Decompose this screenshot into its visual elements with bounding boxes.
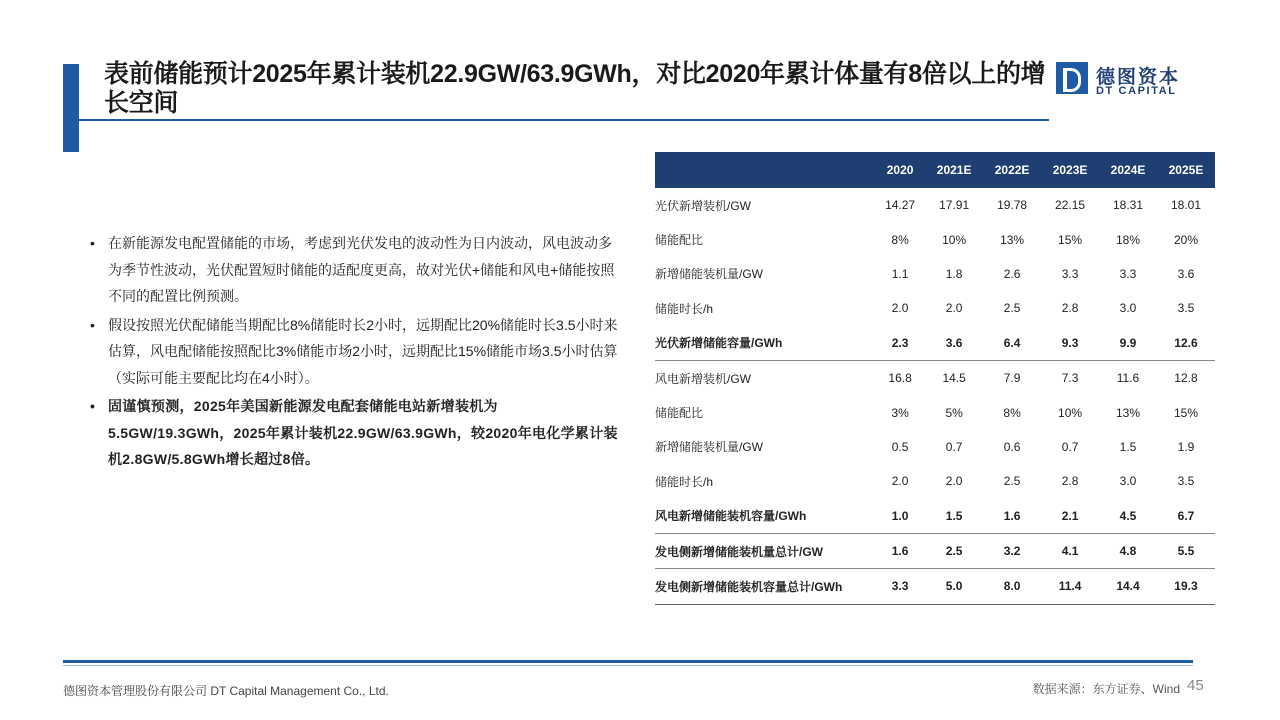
table-cell: 2.0 (891, 301, 909, 316)
table-row (655, 464, 1215, 498)
table-header-cell: 2023E (1041, 152, 1099, 188)
table-cell: 1.1 (891, 266, 909, 281)
table-cell: 19.3 (1157, 569, 1215, 604)
logo-mark-icon (1056, 62, 1088, 94)
table-row-label: 光伏新增储能容量/GWh (655, 326, 875, 361)
table-cell: 3.6 (1177, 266, 1195, 281)
table-cell: 2.0 (945, 474, 963, 489)
table-row (655, 430, 1215, 464)
table-row (655, 222, 1215, 256)
table-cell: 6.4 (983, 326, 1041, 361)
table-row-label: 新增储能装机量/GW (655, 440, 763, 455)
table-header-row (655, 152, 1215, 188)
page-title: 表前储能预计2025年累计装机22.9GW/63.9GWh，对比2020年累计体量有8倍以上的增长空间 (104, 60, 1046, 117)
table-cell: 3.6 (925, 326, 983, 361)
table-cell: 10% (1058, 405, 1083, 420)
table-row-label: 风电新增储能装机容量/GWh (655, 499, 875, 534)
bullet-item: • 在新能源发电配置储能的市场，考虑到光伏发电的波动性为日内波动，风电波动多为季节性波动，光伏配置短时储能的适配度更高，故对光伏+储能和风电+储能按照不同的配置比例预测。 (90, 230, 620, 310)
table-cell: 11.6 (1116, 371, 1140, 386)
table-cell: 1.9 (1177, 439, 1195, 454)
table-cell: 11.4 (1041, 569, 1099, 604)
table-cell: 2.5 (925, 533, 983, 568)
table-cell: 3.0 (1119, 474, 1137, 489)
table-cell: 1.0 (875, 499, 925, 534)
table-row-label: 风电新增装机/GW (655, 371, 751, 386)
table-cell: 2.6 (1003, 266, 1021, 281)
table-cell: 15% (1058, 232, 1083, 247)
table-cell: 2.8 (1061, 474, 1079, 489)
table-header-cell: 2021E (925, 152, 983, 188)
footer-divider-thin (63, 665, 1193, 666)
table-cell: 9.3 (1041, 326, 1099, 361)
table-row-label: 储能时长/h (655, 301, 714, 316)
table-cell: 5% (945, 405, 963, 420)
table-cell: 7.3 (1061, 371, 1079, 386)
table-cell: 18.01 (1170, 198, 1201, 213)
table-cell: 6.7 (1157, 499, 1215, 534)
bullet-item-conclusion: • 固谨慎预测，2025年美国新能源发电配套储能电站新增装机为5.5GW/19.3GWh，2025年累计装机22.9GW/63.9GWh，较2020年电化学累计装机2.8GW/5.8GWh增长超过8倍。 (90, 393, 620, 473)
table-cell: 8% (891, 232, 909, 247)
table-cell: 14.27 (885, 198, 916, 213)
table-cell: 1.6 (875, 533, 925, 568)
table-cell: 3.3 (1061, 266, 1079, 281)
table-cell: 22.15 (1055, 198, 1086, 213)
table-cell: 2.5 (1003, 301, 1021, 316)
table-row-label: 储能配比 (655, 406, 704, 421)
table-header-cell (655, 152, 875, 188)
table-row-label: 发电侧新增储能装机量总计/GW (655, 533, 875, 568)
table-cell: 1.6 (983, 499, 1041, 534)
table-cell: 3.3 (1119, 266, 1137, 281)
table-row-label: 发电侧新增储能装机容量总计/GWh (655, 569, 875, 604)
table-header-cell: 2022E (983, 152, 1041, 188)
table-row (655, 360, 1215, 395)
logo-text-en: DT CAPITAL (1096, 85, 1177, 97)
table-row (655, 499, 1215, 534)
table-cell: 0.7 (1061, 439, 1079, 454)
title-divider (79, 119, 1049, 121)
table-cell: 5.5 (1157, 533, 1215, 568)
table-cell: 5.0 (925, 569, 983, 604)
table-cell: 3.0 (1119, 301, 1137, 316)
forecast-table (655, 152, 1215, 605)
table-cell: 4.1 (1041, 533, 1099, 568)
table-cell: 0.7 (945, 439, 963, 454)
title-accent-bar (63, 64, 79, 152)
company-logo (1056, 62, 1216, 98)
table-cell: 17.91 (939, 198, 970, 213)
table-cell: 2.0 (945, 301, 963, 316)
table-cell: 1.5 (1119, 439, 1137, 454)
table-cell: 2.5 (1003, 474, 1021, 489)
table-cell: 3.2 (983, 533, 1041, 568)
table-header-cell: 2025E (1157, 152, 1215, 188)
table-cell: 13% (1000, 232, 1025, 247)
logo-text-cn: 德图资本 (1096, 67, 1181, 88)
table-row (655, 257, 1215, 291)
footer-divider (63, 660, 1193, 663)
table-cell: 10% (942, 232, 967, 247)
table-cell: 3.5 (1177, 301, 1195, 316)
table-cell: 14.4 (1099, 569, 1157, 604)
table-row (655, 326, 1215, 361)
table-row (655, 291, 1215, 325)
footer-source: 数据来源：东方证券、Wind (1032, 682, 1180, 696)
table-header-cell: 2024E (1099, 152, 1157, 188)
table-cell: 20% (1173, 232, 1198, 247)
table-cell: 14.5 (942, 371, 966, 386)
table-row-label: 储能配比 (655, 233, 704, 248)
bullet-item: • 假设按照光伏配储能当期配比8%储能时长2小时，远期配比20%储能时长3.5小时来估算，风电配储能按照配比3%储能市场2小时，远期配比15%储能市场3.5小时估算（实际可能主要配比均在4小时）。 (90, 312, 620, 392)
bullet-list (90, 230, 620, 475)
page-number: 45 (1187, 677, 1204, 694)
table-cell: 0.6 (1003, 439, 1021, 454)
table-cell: 15% (1173, 405, 1198, 420)
table-cell: 8% (1003, 405, 1021, 420)
table-cell: 18% (1115, 232, 1140, 247)
table-row (655, 188, 1215, 222)
table-cell: 13% (1115, 405, 1140, 420)
table-cell: 12.8 (1174, 371, 1198, 386)
table-cell: 2.1 (1041, 499, 1099, 534)
table-cell: 8.0 (983, 569, 1041, 604)
footer-company: 德图资本管理股份有限公司 DT Capital Management Co., Ltd. (63, 684, 389, 698)
table-row (655, 533, 1215, 568)
table-cell: 12.6 (1157, 326, 1215, 361)
table-header-cell: 2020 (875, 152, 925, 188)
table-cell: 0.5 (891, 439, 909, 454)
table-cell: 2.3 (875, 326, 925, 361)
table-row-label: 光伏新增装机/GW (655, 198, 751, 213)
table-cell: 2.8 (1061, 301, 1079, 316)
table-cell: 4.5 (1099, 499, 1157, 534)
table-cell: 16.8 (888, 371, 912, 386)
table-cell: 4.8 (1099, 533, 1157, 568)
table-cell: 18.31 (1112, 198, 1143, 213)
table-cell: 2.0 (891, 474, 909, 489)
table-cell: 19.78 (997, 198, 1028, 213)
table-row-label: 储能时长/h (655, 474, 714, 489)
table-cell: 1.8 (945, 266, 963, 281)
table-cell: 3.3 (875, 569, 925, 604)
table-row-label: 新增储能装机量/GW (655, 267, 763, 282)
table-row (655, 569, 1215, 604)
table-cell: 1.5 (925, 499, 983, 534)
table-row (655, 395, 1215, 429)
table-cell: 3.5 (1177, 474, 1195, 489)
table-cell: 3% (891, 405, 909, 420)
table-cell: 7.9 (1003, 371, 1021, 386)
table-cell: 9.9 (1099, 326, 1157, 361)
